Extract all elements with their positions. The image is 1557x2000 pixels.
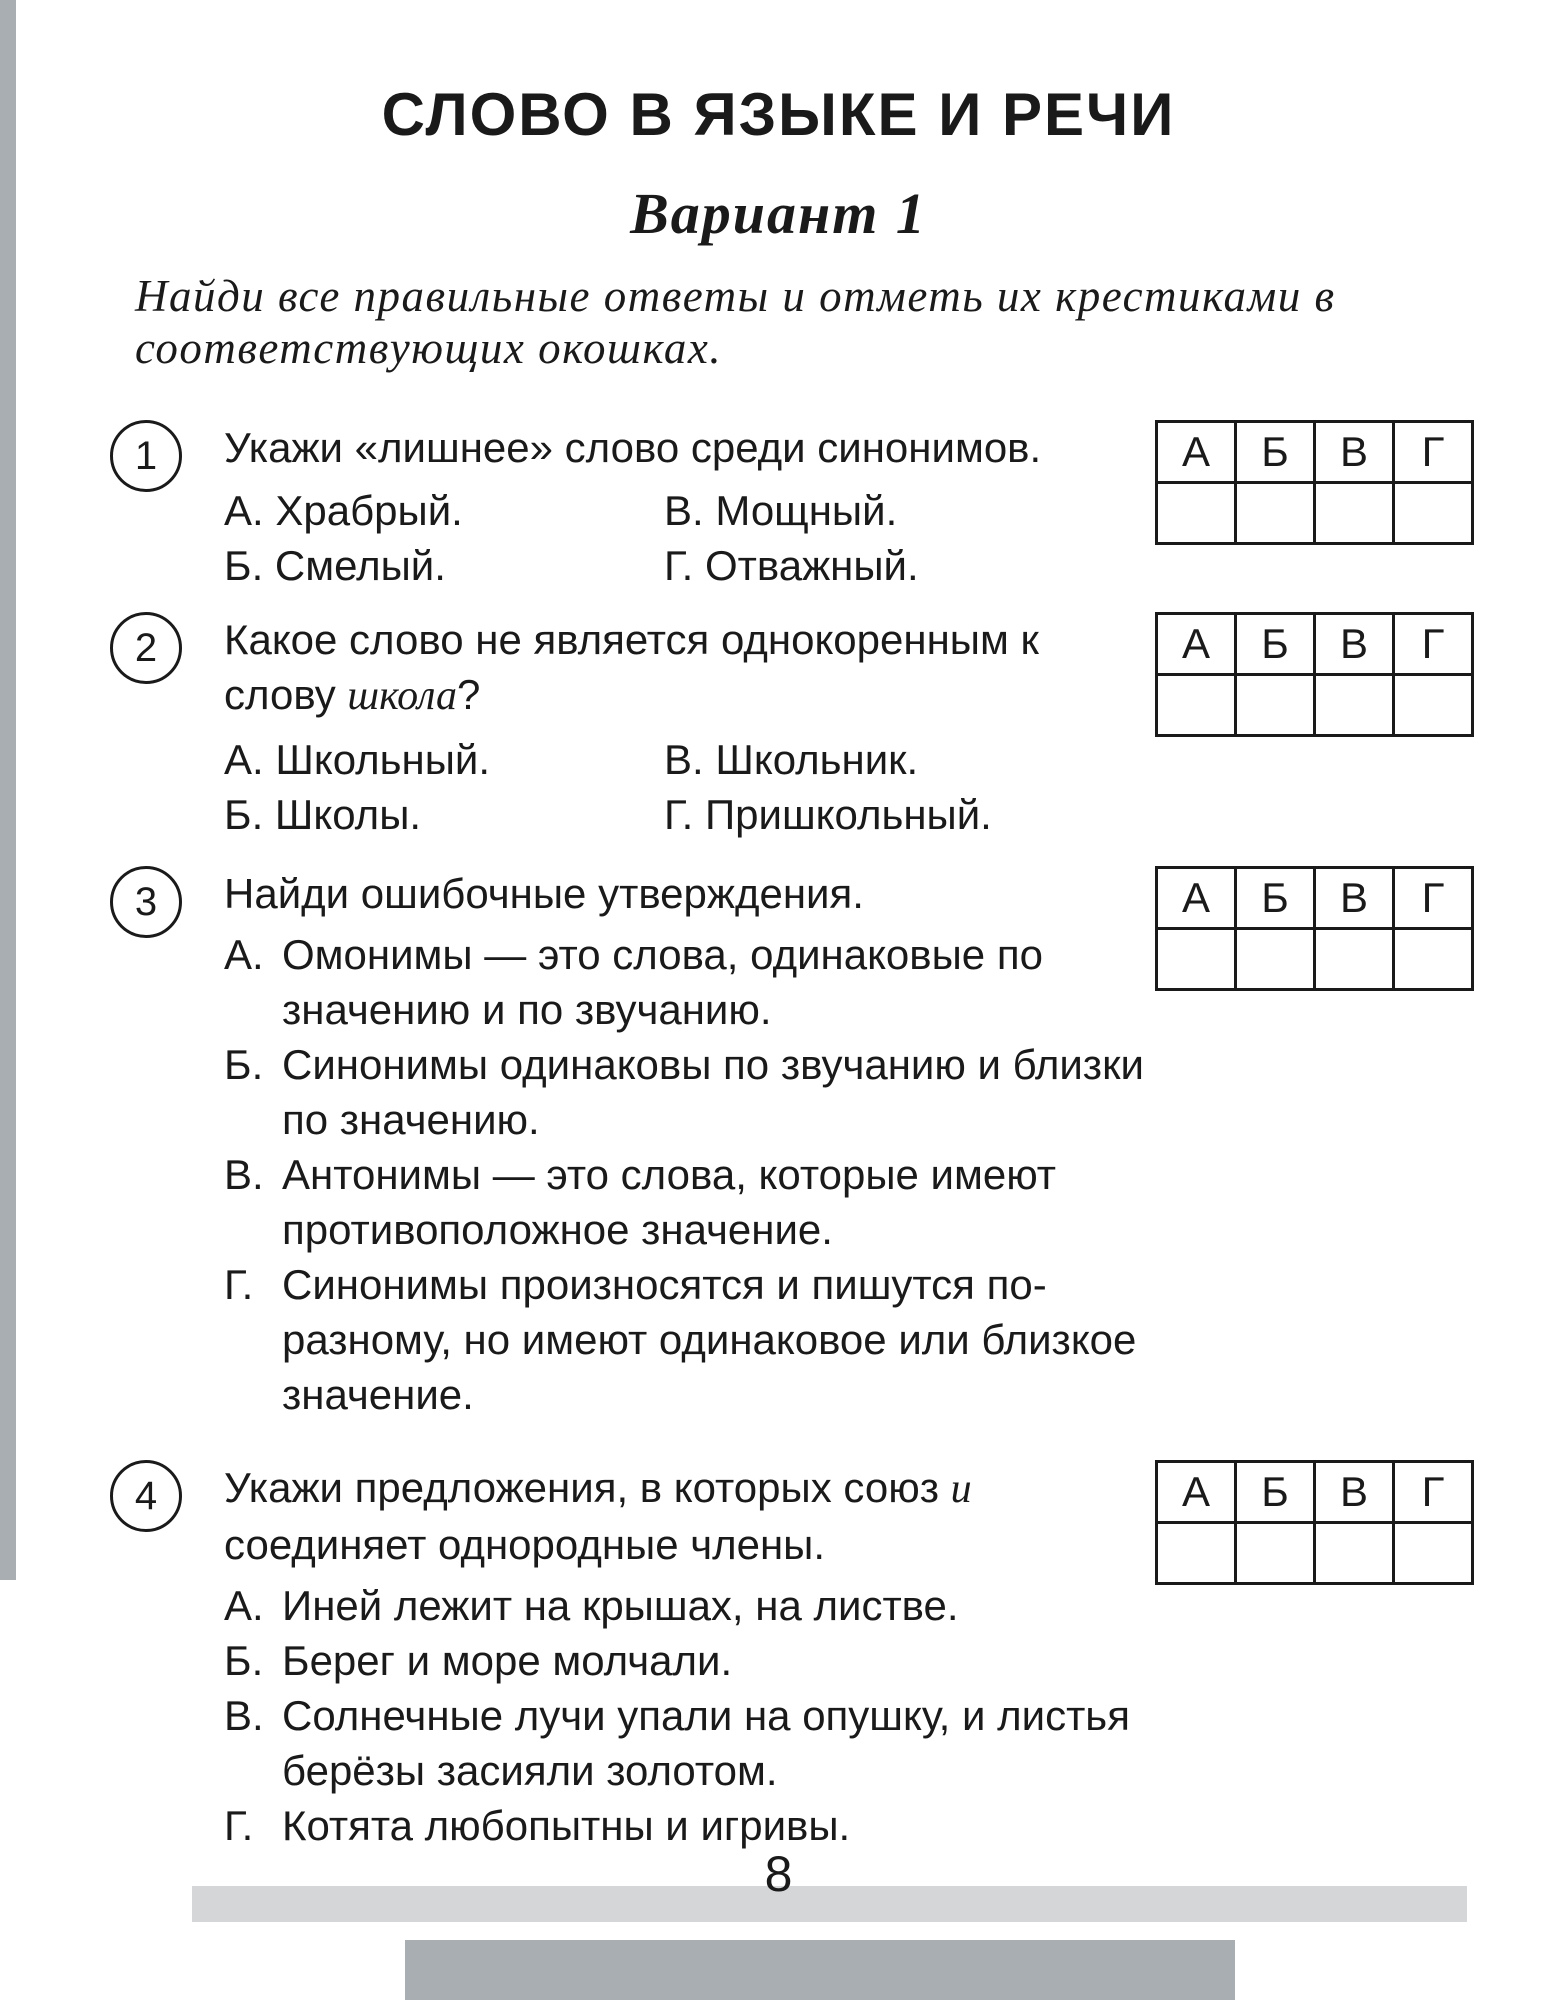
option-g: Г. Отважный. bbox=[664, 542, 919, 589]
question-text: Укажи предложения, в которых союз и соединяет однородные члены. bbox=[224, 1464, 972, 1568]
question-2 bbox=[110, 612, 1485, 842]
answer-cell[interactable] bbox=[1394, 483, 1473, 544]
variant-heading: Вариант 1 bbox=[630, 181, 927, 246]
answer-cell[interactable] bbox=[1394, 1523, 1473, 1584]
page-number: 8 bbox=[764, 1846, 793, 1902]
answer-cell[interactable] bbox=[1315, 483, 1394, 544]
answer-cell[interactable] bbox=[1157, 483, 1236, 544]
answer-header: А bbox=[1157, 422, 1236, 483]
option-b: Б. Смелый. bbox=[224, 542, 446, 589]
question-text: Найди ошибочные утверждения. bbox=[224, 870, 864, 917]
option-a: А. Школьный. bbox=[224, 736, 491, 783]
options-list bbox=[224, 1578, 1154, 1853]
answer-header: В bbox=[1315, 614, 1394, 675]
option-v: В. Солнечные лучи упали на опушку, и листья берёзы засияли золотом. bbox=[224, 1692, 1130, 1794]
answer-cell[interactable] bbox=[1236, 675, 1315, 736]
option-a: А. Храбрый. bbox=[224, 487, 463, 534]
answer-header: Б bbox=[1236, 422, 1315, 483]
answer-header: В bbox=[1315, 868, 1394, 929]
footer-bar bbox=[405, 1940, 1235, 2000]
page-title: СЛОВО В ЯЗЫКЕ И РЕЧИ bbox=[381, 81, 1176, 148]
answer-cell[interactable] bbox=[1236, 929, 1315, 990]
question-4 bbox=[110, 1460, 1485, 1853]
question-number: 3 bbox=[110, 866, 182, 938]
question-number: 1 bbox=[110, 420, 182, 492]
question-text: Укажи «лишнее» слово среди синонимов. bbox=[224, 424, 1042, 471]
answer-header: Г bbox=[1394, 1462, 1473, 1523]
option-a: А. Иней лежит на крышах, на листве. bbox=[224, 1582, 959, 1629]
answer-header: Б bbox=[1236, 868, 1315, 929]
answer-cell[interactable] bbox=[1394, 929, 1473, 990]
answer-cell[interactable] bbox=[1394, 675, 1473, 736]
answer-cell[interactable] bbox=[1236, 483, 1315, 544]
answer-box bbox=[1155, 420, 1474, 545]
option-a: А. Омонимы — это слова, одинаковые по значению и по звучанию. bbox=[224, 931, 1043, 1033]
answer-cell[interactable] bbox=[1315, 1523, 1394, 1584]
option-b: Б. Берег и море молчали. bbox=[224, 1637, 733, 1684]
option-g: Г. Котята любопытны и игривы. bbox=[224, 1802, 851, 1849]
answer-header: Г bbox=[1394, 868, 1473, 929]
answer-header: А bbox=[1157, 868, 1236, 929]
answer-header: Г bbox=[1394, 422, 1473, 483]
answer-cell[interactable] bbox=[1315, 675, 1394, 736]
option-b: Б. Синонимы одинаковы по звучанию и близки по значению. bbox=[224, 1041, 1144, 1143]
answer-header: Б bbox=[1236, 614, 1315, 675]
options-list bbox=[224, 927, 1154, 1422]
option-v: В. Антонимы — это слова, которые имеют противоположное значение. bbox=[224, 1151, 1057, 1253]
answer-box bbox=[1155, 612, 1474, 737]
answer-header: А bbox=[1157, 1462, 1236, 1523]
question-3 bbox=[110, 866, 1485, 1422]
option-g: Г. Синонимы произносятся и пишутся по-разному, но имеют одинаковое или близкое значение. bbox=[224, 1261, 1137, 1418]
answer-cell[interactable] bbox=[1157, 1523, 1236, 1584]
options-list bbox=[224, 483, 1154, 593]
answer-cell[interactable] bbox=[1157, 929, 1236, 990]
answer-cell[interactable] bbox=[1236, 1523, 1315, 1584]
options-list bbox=[224, 732, 1154, 842]
question-number: 2 bbox=[110, 612, 182, 684]
answer-header: В bbox=[1315, 422, 1394, 483]
instruction-text: Найди все правильные ответы и отметь их крестиками в соответствующих окошках. bbox=[135, 271, 1336, 373]
question-1 bbox=[110, 420, 1485, 593]
option-b: Б. Школы. bbox=[224, 791, 422, 838]
answer-cell[interactable] bbox=[1315, 929, 1394, 990]
answer-header: Г bbox=[1394, 614, 1473, 675]
answer-header: Б bbox=[1236, 1462, 1315, 1523]
answer-box bbox=[1155, 1460, 1474, 1585]
option-v: В. Школьник. bbox=[664, 736, 919, 783]
option-g: Г. Пришкольный. bbox=[664, 791, 992, 838]
answer-header: А bbox=[1157, 614, 1236, 675]
question-number: 4 bbox=[110, 1460, 182, 1532]
question-text: Какое слово не является однокоренным к слову школа? bbox=[224, 616, 1039, 719]
answer-header: В bbox=[1315, 1462, 1394, 1523]
answer-box bbox=[1155, 866, 1474, 991]
option-v: В. Мощный. bbox=[664, 487, 898, 534]
answer-cell[interactable] bbox=[1157, 675, 1236, 736]
